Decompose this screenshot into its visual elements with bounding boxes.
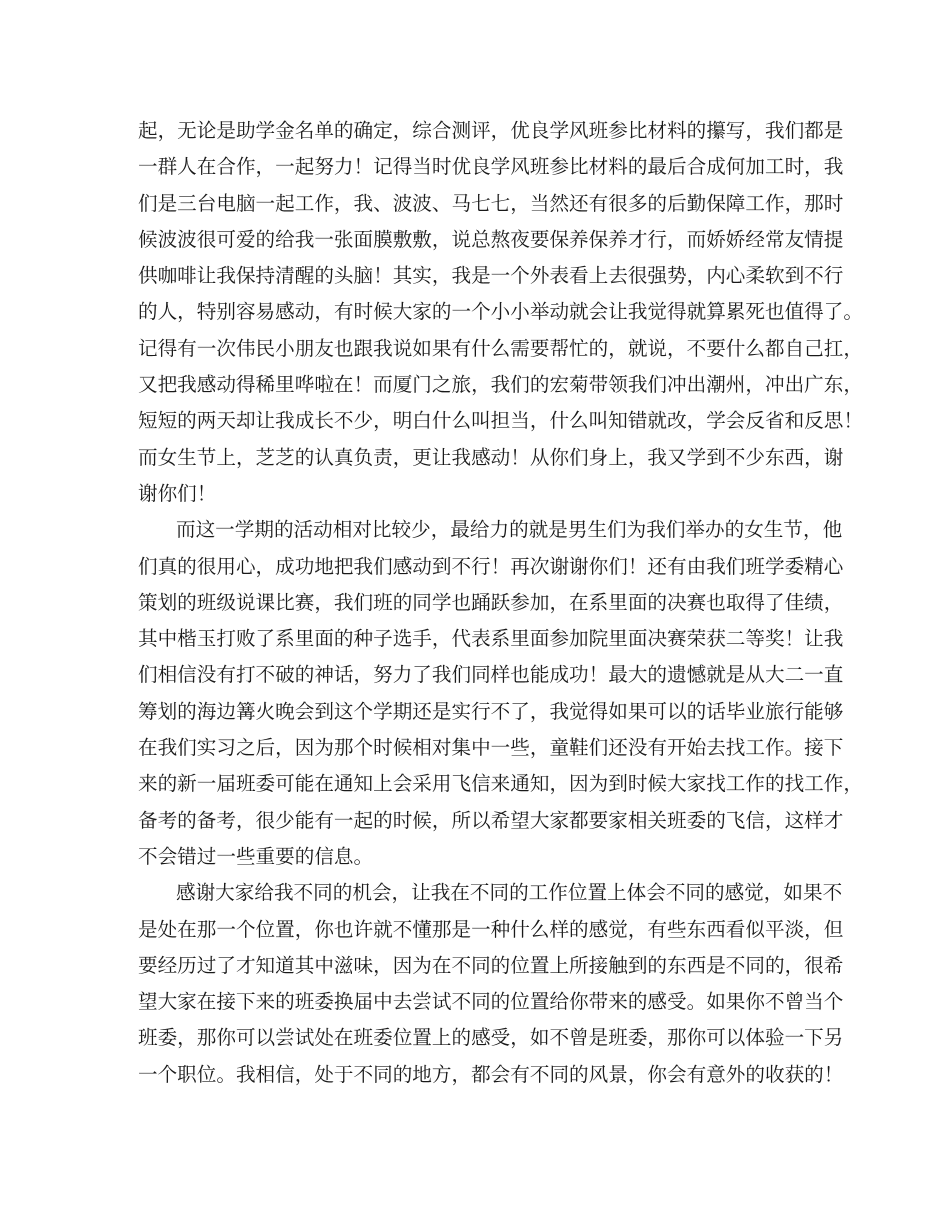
paragraph-first-line: 而这一学期的活动相对比较少，最给力的就是男生们为我们举办的女生节，他 [176, 518, 843, 542]
text-line: 记得有一次伟民小朋友也跟我说如果有什么需要帮忙的，就说，不要什么都自己扛， [138, 336, 863, 360]
body-text [138, 113, 863, 1093]
paragraph-first-line: 感谢大家给我不同的机会，让我在不同的工作位置上体会不同的感觉，如果不 [176, 881, 843, 905]
text-line: 备考的备考，很少能有一起的时候，所以希望大家都要家相关班委的飞信，这样才 [138, 808, 844, 832]
text-line: 候波波很可爱的给我一张面膜敷敷，说总熬夜要保养保养才行，而娇娇经常友情提 [138, 227, 844, 251]
text-line: 而女生节上，芝芝的认真负责，更让我感动！从你们身上，我又学到不少东西，谢 [138, 445, 844, 469]
text-line: 们是三台电脑一起工作，我、波波、马七七，当然还有很多的后勤保障工作，那时 [138, 191, 844, 215]
text-line: 短短的两天却让我成长不少，明白什么叫担当，什么叫知错就改，学会反省和反思！ [138, 409, 863, 433]
text-line: 策划的班级说课比赛，我们班的同学也踊跃参加，在系里面的决赛也取得了佳绩， [138, 590, 844, 614]
text-line: 们相信没有打不破的神话，努力了我们同样也能成功！最大的遗憾就是从大二一直 [138, 663, 844, 687]
text-line: 供咖啡让我保持清醒的头脑！其实，我是一个外表看上去很强势，内心柔软到不行 [138, 264, 844, 288]
text-line: 来的新一届班委可能在通知上会采用飞信来通知，因为到时候大家找工作的找工作， [138, 772, 863, 796]
text-line: 的人，特别容易感动，有时候大家的一个小小举动就会让我觉得就算累死也值得了。 [138, 300, 863, 324]
text-line: 要经历过了才知道其中滋味，因为在不同的位置上所接触到的东西是不同的，很希 [138, 953, 844, 977]
text-line: 筹划的海边篝火晚会到这个学期还是实行不了，我觉得如果可以的话毕业旅行能够 [138, 699, 844, 723]
text-line: 班委，那你可以尝试处在班委位置上的感受，如不曾是班委，那你可以体验一下另 [138, 1026, 844, 1050]
text-line: 一群人在合作，一起努力！记得当时优良学风班参比材料的最后合成何加工时，我 [138, 155, 844, 179]
text-line: 起，无论是助学金名单的确定，综合测评，优良学风班参比材料的攥写，我们都是 [138, 119, 844, 142]
text-line: 又把我感动得稀里哗啦在！而厦门之旅，我们的宏菊带领我们冲出潮州，冲出广东， [138, 373, 863, 397]
text-line: 望大家在接下来的班委换届中去尝试不同的位置给你带来的感受。如果你不曾当个 [138, 990, 844, 1014]
text-line: 一个职位。我相信，处于不同的地方，都会有不同的风景，你会有意外的收获的！ [138, 1062, 844, 1086]
text-line: 不会错过一些重要的信息。 [138, 844, 374, 868]
text-line: 是处在那一个位置，你也许就不懂那是一种什么样的感觉，有些东西看似平淡，但 [138, 917, 844, 941]
text-line: 其中楷玉打败了系里面的种子选手，代表系里面参加院里面决赛荣获二等奖！让我 [138, 627, 844, 651]
text-line: 们真的很用心，成功地把我们感动到不行！再次谢谢你们！还有由我们班学委精心 [138, 554, 844, 578]
text-line: 在我们实习之后，因为那个时候相对集中一些，童鞋们还没有开始去找工作。接下 [138, 736, 844, 760]
text-line: 谢你们！ [138, 481, 217, 505]
